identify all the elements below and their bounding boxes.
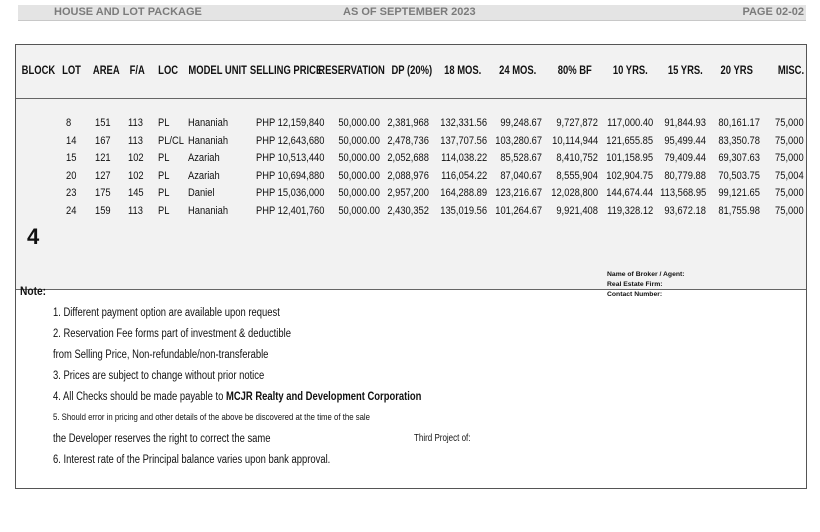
cell-reservation: 50,000.00 xyxy=(338,187,380,200)
note-line-2-cont: from Selling Price, Non-refundable/non-transferable xyxy=(53,349,269,361)
cell-m18: 116,054.22 xyxy=(440,169,487,182)
payee-name: MCJR Realty and Development Corporation xyxy=(225,391,422,403)
cell-lot: 24 xyxy=(66,205,77,217)
note-line-3: 3. Prices are subject to change without prior notice xyxy=(53,370,265,382)
cell-y10: 102,904.75 xyxy=(606,169,653,182)
col-header-misc: MISC. xyxy=(777,65,805,77)
cell-dp: 2,430,352 xyxy=(387,205,429,217)
col-header-block: BLOCK xyxy=(21,65,56,77)
cell-dp: 2,957,200 xyxy=(387,187,429,200)
note-line-2: 2. Reservation Fee forms part of investment & deductible xyxy=(53,328,291,340)
col-header-selling-price: SELLING PRICE xyxy=(249,65,323,77)
notes-title: Note: xyxy=(20,284,47,298)
page-number: PAGE 02-02 xyxy=(742,6,804,18)
cell-y20: 81,755.98 xyxy=(718,205,760,217)
cell-reservation: 50,000.00 xyxy=(338,169,380,182)
cell-y15: 113,568.95 xyxy=(659,187,706,200)
cell-y20: 83,350.78 xyxy=(718,134,760,147)
cell-y10: 117,000.40 xyxy=(606,117,653,129)
cell-lot: 15 xyxy=(66,152,77,165)
cell-price: PHP 15,036,000 xyxy=(256,187,325,200)
cell-y15: 80,779.88 xyxy=(664,169,706,182)
cell-price: PHP 10,513,440 xyxy=(256,152,325,165)
cell-fa: 102 xyxy=(128,169,144,182)
note-line-1: 1. Different payment option are available upon request xyxy=(53,307,280,319)
cell-model: Hananiah xyxy=(188,134,229,147)
col-header-10-yrs: 10 YRS. xyxy=(612,65,648,77)
cell-price: PHP 12,159,840 xyxy=(256,117,325,129)
cell-fa: 113 xyxy=(128,134,143,147)
cell-model: Daniel xyxy=(188,187,215,200)
document-title: HOUSE AND LOT PACKAGE xyxy=(54,6,202,18)
col-header-15-yrs: 15 YRS. xyxy=(667,65,703,77)
cell-loc: PL xyxy=(158,205,170,217)
col-header-80-bf: 80% BF xyxy=(557,65,592,77)
col-header-24-mos: 24 MOS. xyxy=(499,65,537,77)
third-project-label: Third Project of: xyxy=(414,433,471,444)
cell-y10: 101,158.95 xyxy=(606,152,653,165)
cell-area: 167 xyxy=(95,134,111,147)
cell-m18: 114,038.22 xyxy=(440,152,487,165)
col-header-fa: F/A xyxy=(129,65,145,77)
cell-m18: 164,288.89 xyxy=(440,187,487,200)
cell-y10: 119,328.12 xyxy=(606,205,653,217)
col-header-reservation: RESERVATION xyxy=(318,65,385,77)
cell-m24: 101,264.67 xyxy=(495,205,542,217)
cell-misc: 75,000 xyxy=(775,134,804,147)
col-header-lot: LOT xyxy=(62,65,81,77)
cell-m24: 99,248.67 xyxy=(500,117,542,129)
broker-name-label: Name of Broker / Agent: xyxy=(607,271,685,278)
cell-model: Azariah xyxy=(188,169,220,182)
cell-fa: 113 xyxy=(128,117,143,129)
cell-y15: 79,409.44 xyxy=(664,152,706,165)
cell-m18: 132,331.56 xyxy=(440,117,487,129)
real-estate-firm-label: Real Estate Firm: xyxy=(607,281,663,288)
cell-misc: 75,004 xyxy=(775,169,804,182)
cell-y15: 93,672.18 xyxy=(664,205,706,217)
note-line-4 xyxy=(53,391,421,403)
cell-bf: 12,028,800 xyxy=(551,187,598,200)
note-line-5-cont: the Developer reserves the right to correct the same xyxy=(53,433,271,445)
cell-fa: 145 xyxy=(128,187,144,200)
cell-reservation: 50,000.00 xyxy=(338,205,380,217)
cell-loc: PL xyxy=(158,152,170,165)
cell-lot: 20 xyxy=(66,169,77,182)
cell-y15: 95,499.44 xyxy=(664,134,706,147)
cell-price: PHP 12,643,680 xyxy=(256,134,325,147)
contact-number-label: Contact Number: xyxy=(607,291,663,298)
cell-bf: 8,410,752 xyxy=(556,152,598,165)
table-header-row xyxy=(16,45,806,99)
cell-m24: 123,216.67 xyxy=(495,187,542,200)
cell-y15: 91,844.93 xyxy=(664,117,706,129)
cell-m18: 135,019.56 xyxy=(440,205,487,217)
cell-reservation: 50,000.00 xyxy=(338,134,380,147)
price-list-table xyxy=(15,44,807,489)
cell-area: 121 xyxy=(95,152,111,165)
cell-misc: 75,000 xyxy=(775,187,804,200)
cell-y20: 99,121.65 xyxy=(718,187,760,200)
cell-area: 175 xyxy=(95,187,111,200)
cell-loc: PL xyxy=(158,169,170,182)
cell-fa: 102 xyxy=(128,152,144,165)
col-header-model-unit: MODEL UNIT xyxy=(188,65,247,77)
as-of-date: AS OF SEPTEMBER 2023 xyxy=(343,6,476,18)
cell-dp: 2,052,688 xyxy=(387,152,429,165)
cell-bf: 8,555,904 xyxy=(556,169,598,182)
cell-y20: 80,161.17 xyxy=(718,117,760,129)
cell-m24: 103,280.67 xyxy=(495,134,542,147)
cell-price: PHP 10,694,880 xyxy=(256,169,325,182)
cell-loc: PL/CL xyxy=(158,134,184,147)
note-line-4-text: 4. All Checks should be made payable to xyxy=(53,391,226,403)
cell-reservation: 50,000.00 xyxy=(338,152,380,165)
cell-dp: 2,088,976 xyxy=(387,169,429,182)
cell-area: 127 xyxy=(95,169,111,182)
cell-lot: 23 xyxy=(66,187,77,200)
cell-misc: 75,000 xyxy=(775,117,804,129)
note-line-6: 6. Interest rate of the Principal balance varies upon bank approval. xyxy=(53,454,331,466)
cell-model: Azariah xyxy=(188,152,220,165)
cell-loc: PL xyxy=(158,117,170,129)
cell-m24: 87,040.67 xyxy=(500,169,542,182)
col-header-dp: DP (20%) xyxy=(391,65,433,77)
note-line-5: 5. Should error in pricing and other details of the above be discovered at the time of the sale xyxy=(53,412,370,423)
cell-bf: 9,727,872 xyxy=(556,117,598,129)
cell-y10: 144,674.44 xyxy=(606,187,653,200)
cell-misc: 75,000 xyxy=(775,205,804,217)
cell-model: Hananiah xyxy=(188,205,229,217)
cell-dp: 2,478,736 xyxy=(387,134,429,147)
col-header-loc: LOC xyxy=(158,65,179,77)
cell-price: PHP 12,401,760 xyxy=(256,205,325,217)
cell-reservation: 50,000.00 xyxy=(338,117,380,129)
cell-model: Hananiah xyxy=(188,117,229,129)
cell-area: 159 xyxy=(95,205,111,217)
cell-misc: 75,000 xyxy=(775,152,804,165)
cell-bf: 10,114,944 xyxy=(551,134,598,147)
cell-m18: 137,707.56 xyxy=(440,134,487,147)
col-header-20-yrs: 20 YRS xyxy=(720,65,753,77)
cell-m24: 85,528.67 xyxy=(500,152,542,165)
cell-loc: PL xyxy=(158,187,170,200)
cell-y20: 69,307.63 xyxy=(718,152,760,165)
cell-bf: 9,921,408 xyxy=(556,205,598,217)
cell-area: 151 xyxy=(95,117,111,129)
col-header-area: AREA xyxy=(92,65,120,77)
cell-lot: 14 xyxy=(66,134,77,147)
block-number: 4 xyxy=(27,224,40,249)
col-header-18-mos: 18 MOS. xyxy=(444,65,482,77)
cell-fa: 113 xyxy=(128,205,143,217)
cell-y10: 121,655.85 xyxy=(606,134,653,147)
cell-dp: 2,381,968 xyxy=(387,117,429,129)
cell-lot: 8 xyxy=(66,117,72,129)
cell-y20: 70,503.75 xyxy=(718,169,760,182)
page-header-bar xyxy=(18,5,806,21)
